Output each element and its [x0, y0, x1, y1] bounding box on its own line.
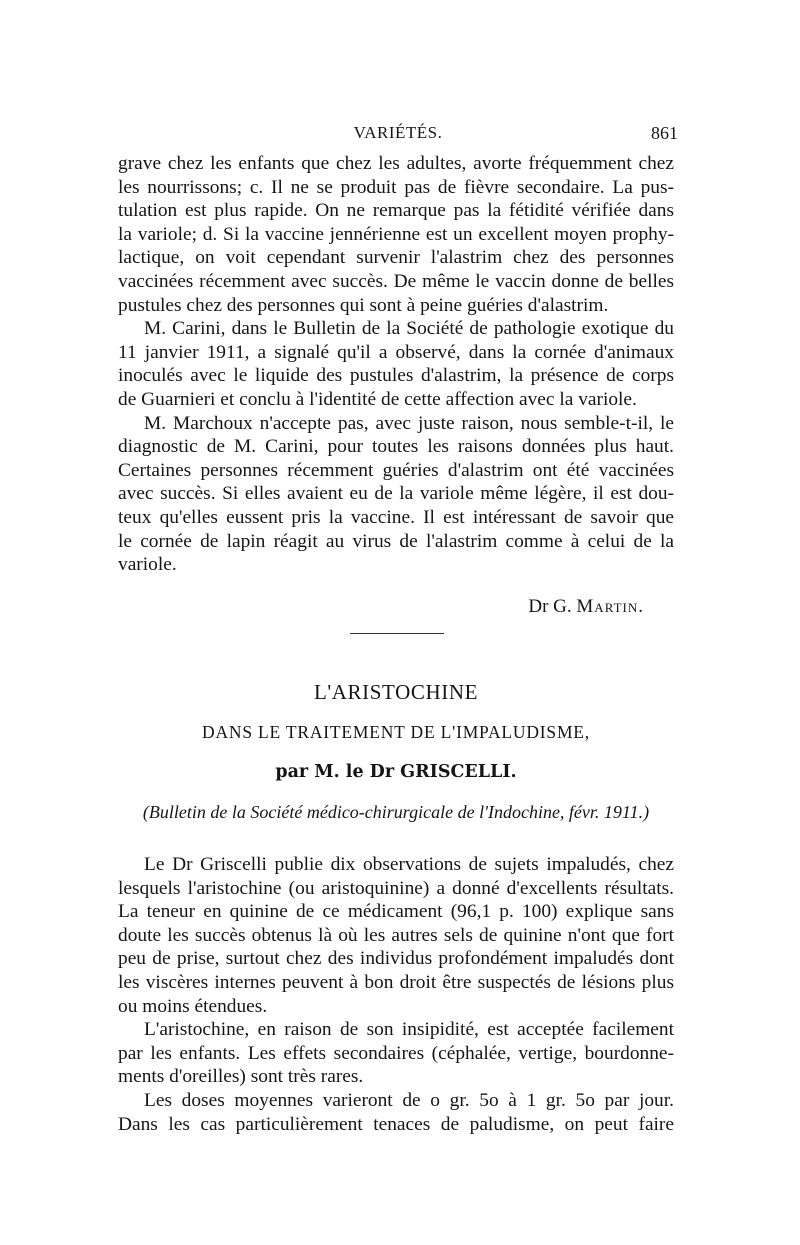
text-line: 11 janvier 1911, a signalé qu'il a observé, dans la cornée d'animaux	[118, 341, 674, 363]
text-line: ou moins étendues.	[118, 995, 268, 1017]
text-line: les nourrissons; c. Il ne se produit pas de fièvre secondaire. La pus-	[118, 176, 674, 198]
text-line: L'aristochine, en raison de son insipidité, est acceptée facilement	[144, 1019, 674, 1041]
running-head	[118, 123, 678, 149]
signature-prefix: Dr G.	[528, 596, 572, 617]
section-2-text	[118, 853, 674, 1136]
text-line: La teneur en quinine de ce médicament (96,1 p. 100) explique sans	[118, 901, 674, 923]
article-source: (Bulletin de la Société médico-chirurgicale de l'Indochine, févr. 1911.)	[142, 802, 650, 822]
page-number: 861	[651, 123, 678, 143]
article-title: L'ARISTOCHINE	[313, 680, 479, 704]
article-byline: par M. le Dr GRISCELLI.	[275, 762, 517, 782]
text-line: avec succès. Si elles avaient eu de la variole même légère, il est dou-	[118, 483, 674, 505]
running-head-title: VARIÉTÉS.	[353, 123, 443, 142]
text-line: la variole; d. Si la vaccine jennérienne est un excellent moyen prophy-	[118, 223, 674, 245]
article-subtitle: DANS LE TRAITEMENT DE L'IMPALUDISME,	[202, 722, 590, 742]
text-line: Certaines personnes récemment guéries d'alastrim ont été vaccinées	[118, 459, 674, 481]
text-line: lesquels l'aristochine (ou aristoquinine) a donné d'excellents résultats.	[118, 877, 674, 899]
text-line: Les doses moyennes varieront de o gr. 5o à 1 gr. 5o par jour.	[144, 1089, 674, 1111]
text-line: peu de prise, surtout chez des individus profondément impaludés dont	[118, 948, 674, 970]
text-line: les viscères internes peuvent à bon droit être suspectés de lésions plus	[118, 971, 674, 993]
text-line: variole.	[118, 554, 177, 576]
text-line: tulation est plus rapide. On ne remarque pas la fétidité vérifiée dans	[118, 200, 674, 222]
section-1-text	[118, 152, 674, 577]
text-line: grave chez les enfants que chez les adultes, avorte fréquemment chez	[118, 153, 674, 174]
text-line: M. Marchoux n'accepte pas, avec juste raison, nous semble-t-il, le	[144, 412, 674, 434]
text-line: le cornée de lapin réagit au virus de l'alastrim comme à celui de la	[118, 530, 674, 552]
text-line: Dans les cas particulièrement tenaces de paludisme, on peut faire	[118, 1113, 674, 1135]
text-line: diagnostic de M. Carini, pour toutes les raisons données plus haut.	[118, 436, 674, 458]
text-line: M. Carini, dans le Bulletin de la Société de pathologie exotique du	[144, 318, 674, 340]
text-line: inoculés avec le liquide des pustules d'alastrim, la présence de corps	[118, 365, 674, 387]
text-line: lactique, on voit cependant survenir l'alastrim chez des personnes	[118, 247, 674, 269]
text-line: de Guarnieri et conclu à l'identité de cette affection avec la variole.	[118, 388, 637, 410]
author-signature	[528, 596, 644, 618]
text-line: pustules chez des personnes qui sont à peine guéries d'alastrim.	[118, 294, 609, 316]
section-divider	[350, 633, 444, 634]
text-line: ments d'oreilles) sont très rares.	[118, 1066, 364, 1088]
signature-name: Martin.	[576, 596, 644, 617]
text-line: teux qu'elles eussent pris la vaccine. Il est intéressant de savoir que	[118, 506, 674, 528]
text-line: doute les succès obtenus là où les autres sels de quinine n'ont que fort	[118, 924, 674, 946]
text-line: Le Dr Griscelli publie dix observations de sujets impaludés, chez	[144, 854, 674, 875]
text-line: vaccinées récemment avec succès. De même le vaccin donne de belles	[118, 270, 674, 292]
text-line: par les enfants. Les effets secondaires (céphalée, vertige, bourdonne-	[118, 1042, 674, 1064]
